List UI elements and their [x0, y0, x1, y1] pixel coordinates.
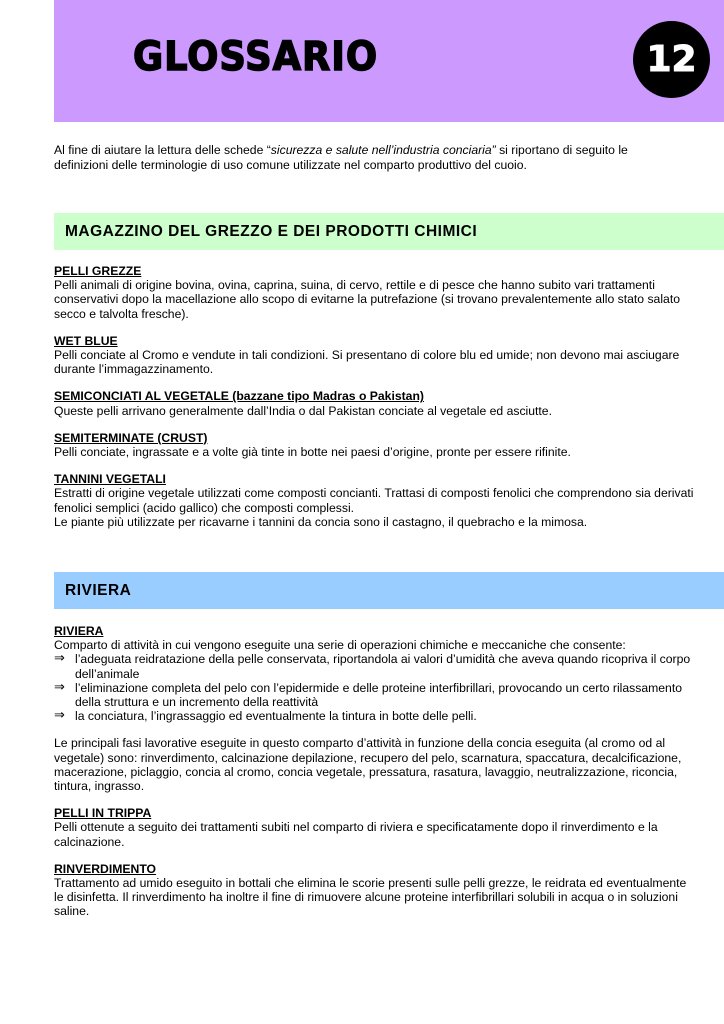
section-riviera-content [54, 624, 694, 932]
intro-text-end: si riportano di seguito le definizioni delle terminologie di uso comune utilizzate nel comparto produttivo del cuoio. [54, 143, 628, 172]
intro-paragraph [54, 143, 666, 173]
intro-text-italic: sicurezza e salute nell’industria conciaria” [270, 143, 496, 157]
glossary-definition: Pelli ottenute a seguito dei trattamenti subiti nel comparto di riviera e specificatamente dopo il rinverdimento e la calcinazione. [54, 820, 658, 849]
glossary-definition: Trattamento ad umido eseguito in bottali che elimina le scorie presenti sulle pelli grezze, le reidrata ed eventualmente le disinfetta. Il rinverdimento ha inoltre il fine di rimuovere alcune proteine interfibrillari solubili in acqua o in soluzioni saline. [54, 876, 687, 919]
riviera-phases-paragraph: Le principali fasi lavorative eseguite in questo comparto d’attività in funzione della concia eseguita (al cromo od al vegetale) sono: rinverdimento, calcinazione depilazione, recupero del pelo, scarnatura, spaccatura, decalcificazione, macerazione, piclaggio, concia al cromo, concia vegetale, pressatura, rasatura, lavaggio, neutralizzazione, riconcia, tintura, ingrasso. [54, 736, 682, 794]
section-heading-magazzino [54, 213, 724, 250]
glossary-entry [54, 264, 694, 321]
arrow-icon: ⇒ [54, 679, 65, 695]
glossary-definition-extra: Le piante più utilizzate per ricavarne i tannini da concia sono il castagno, il quebracho e la mimosa. [54, 514, 588, 529]
intro-text-start: Al fine di aiutare la lettura delle schede “ [54, 143, 271, 157]
glossary-entry [54, 806, 694, 849]
glossary-definition: Pelli conciate al Cromo e vendute in tali condizioni. Si presentano di colore blu ed umide; non devono mai asciugare durante l’immagazzinamento. [54, 348, 680, 377]
section-magazzino-content [54, 264, 694, 542]
glossary-definition: Queste pelli arrivano generalmente dall’India o dal Pakistan conciate al vegetale ed asciutte. [54, 403, 552, 418]
glossary-term: RIVIERA [54, 624, 104, 638]
section-title: MAGAZZINO DEL GREZZO E DEI PRODOTTI CHIMICI [65, 222, 478, 240]
glossary-term: WET BLUE [54, 333, 118, 348]
glossary-definition: Comparto di attività in cui vengono eseguite una serie di operazioni chimiche e meccaniche che consente: [54, 638, 626, 653]
section-title: RIVIERA [65, 581, 132, 599]
bullet-item [54, 652, 694, 680]
glossary-term: RINVERDIMENTO [54, 861, 157, 876]
glossary-entry [54, 472, 694, 529]
glossary-definition: Estratti di origine vegetale utilizzati come composti concianti. Trattasi di composti fenolici che comprendono sia derivati fenolici semplici (acido gallico) che composti complessi. [54, 486, 694, 515]
glossary-entry [54, 389, 694, 417]
section-heading-riviera [54, 572, 724, 609]
glossary-term: TANNINI VEGETALI [54, 472, 166, 487]
bullet-item [54, 681, 694, 709]
bullet-text: l’eliminazione completa del pelo con l’epidermide e delle proteine interfibrillari, provocando un certo rilassamento della struttura e un incremento della reattività [75, 680, 682, 710]
arrow-icon: ⇒ [54, 651, 65, 667]
chapter-number-badge: 12 [633, 21, 710, 98]
glossary-entry [54, 431, 694, 459]
glossary-term: SEMITERMINATE (CRUST) [54, 430, 208, 445]
bullet-item [54, 709, 694, 723]
glossary-term: SEMICONCIATI AL VEGETALE (bazzane tipo Madras o Pakistan) [54, 389, 424, 404]
glossary-entry [54, 624, 694, 793]
glossary-definition: Pelli animali di origine bovina, ovina, caprina, suina, di cervo, rettile e di pesce che hanno subito vari trattamenti conservativi dopo la macellazione allo scopo di evitarne la putrefazione (si trovano prevalentemente allo stato salato secco e talvolta fresche). [54, 278, 680, 321]
bullet-text: la conciatura, l’ingrassaggio ed eventualmente la tintura in botte delle pelli. [75, 709, 477, 724]
glossary-definition: Pelli conciate, ingrassate e a volte già tinte in botte nei paesi d’origine, pronte per essere rifinite. [54, 445, 571, 460]
glossary-entry [54, 862, 694, 919]
glossary-term: PELLI GREZZE [54, 264, 142, 278]
bullet-text: l’adeguata reidratazione della pelle conservata, riportandola ai valori d’umidità che aveva quando ricopriva il corpo dell’animale [75, 652, 691, 681]
page-title: GLOSSARIO [133, 34, 379, 80]
arrow-icon: ⇒ [54, 708, 65, 724]
glossary-term: PELLI IN TRIPPA [54, 806, 152, 821]
glossary-entry [54, 334, 694, 377]
